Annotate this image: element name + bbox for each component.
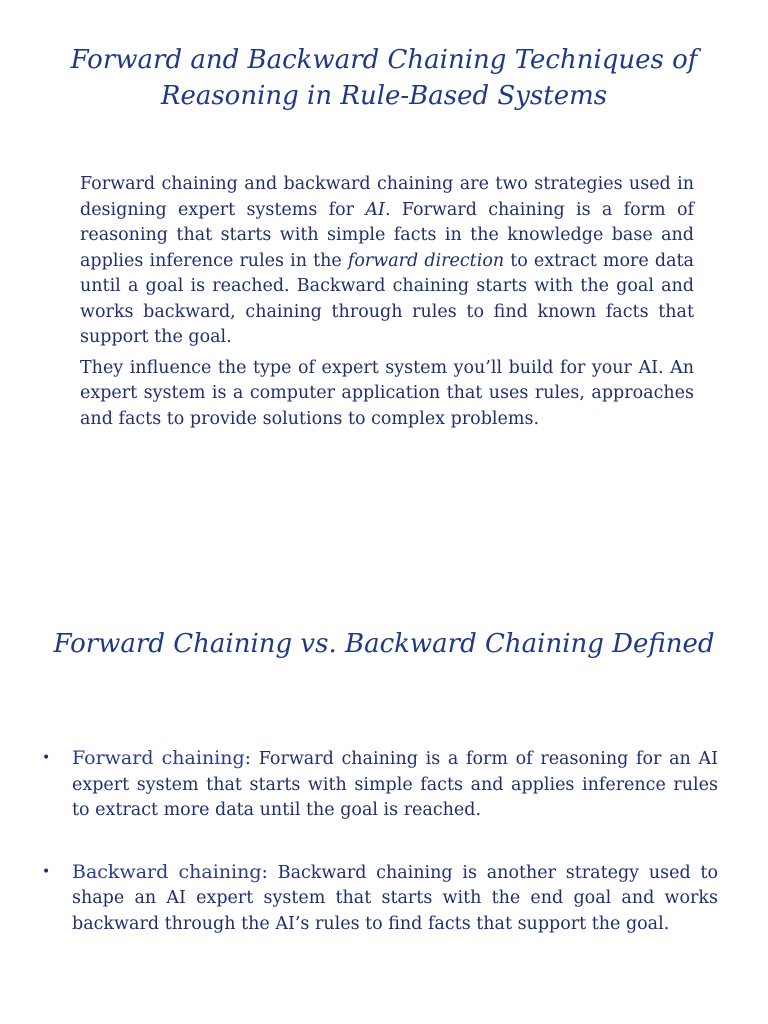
bullet-icon: • — [42, 863, 51, 880]
intro-paragraph-1 — [80, 172, 694, 351]
definition-forward-chaining — [40, 746, 718, 824]
intro-p1-text-c: to extract more data until a goal is reached. Backward chaining starts with the goal and works backward, chaining through rules to find known facts that support the goal. — [80, 250, 694, 347]
page-title: Forward and Backward Chaining Techniques of Reasoning in Rule-Based Systems — [70, 45, 698, 111]
section-heading: Forward Chaining vs. Backward Chaining Defined — [53, 629, 715, 659]
definition-text: Forward chaining is a form of reasoning for an AI expert system that starts with simple facts and applies inference rules to extract more data until the goal is reached. — [72, 749, 719, 820]
definition-term: Backward chaining: — [72, 860, 268, 883]
intro-p1-text-b: . Forward chaining is a form of reasoning that starts with simple facts in the knowledge base and applies inference rules in the — [80, 199, 694, 271]
intro-p1-forward-direction: forward direction — [347, 250, 505, 271]
definition-backward-chaining — [40, 860, 718, 938]
intro-p1-ai: AI — [365, 199, 385, 220]
bullet-icon: • — [42, 750, 51, 766]
intro-p1-text-a: Forward chaining and backward chaining are two strategies used in designing expert systems for — [80, 174, 694, 220]
definition-text: Backward chaining is another strategy used to shape an AI expert system that starts with the end goal and works backward through the AI’s rules to find facts that support the goal. — [72, 862, 719, 934]
intro-section — [80, 172, 694, 437]
intro-paragraph-2: They influence the type of expert system you’ll build for your AI. An expert system is a computer application that uses rules, approaches and facts to provide solutions to complex problems. — [80, 357, 694, 429]
definitions-list — [40, 746, 718, 973]
definition-term: Forward chaining: — [72, 747, 252, 769]
